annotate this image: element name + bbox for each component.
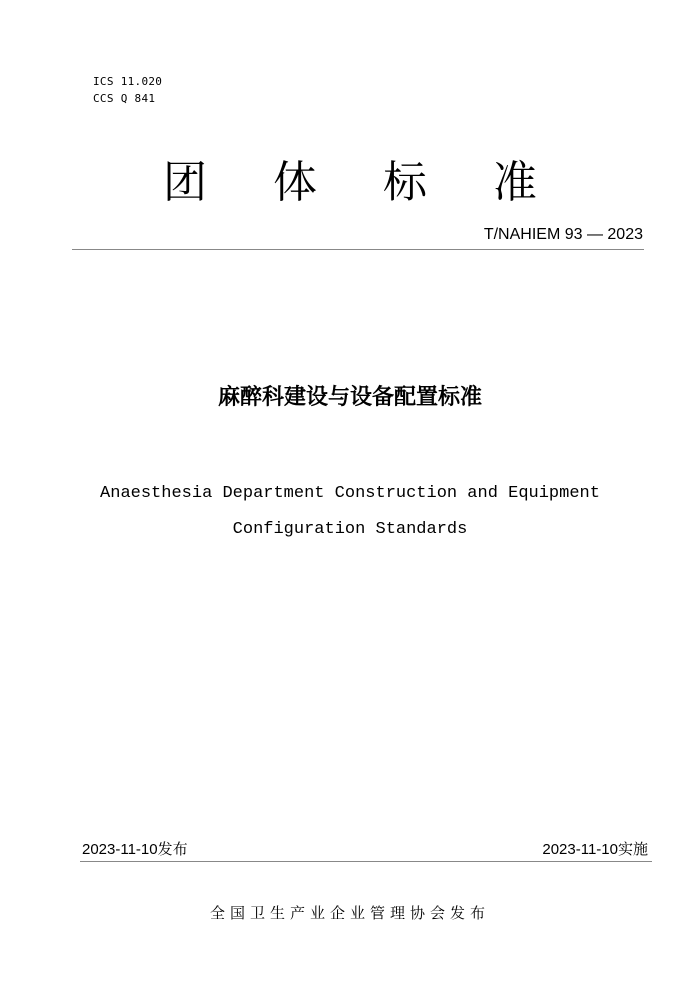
issue-date: 2023-11-10发布 [82,841,188,858]
classification-codes [93,73,162,107]
title-english-line1: Anaesthesia Department Construction and Equipment [100,484,600,503]
title-chinese: 麻醉科建设与设备配置标准 [217,385,482,410]
bottom-divider [80,861,652,862]
ics-code: ICS 11.020 [93,75,163,88]
title-english [0,476,700,548]
top-divider [72,249,644,250]
ccs-code: CCS Q 841 [93,92,156,105]
doc-type-char: 体 [273,157,317,208]
document-type-heading [0,146,700,210]
standard-number: T/NAHIEM 93 — 2023 [483,226,643,243]
doc-type-char: 团 [163,157,207,208]
publisher: 全国卫生产业企业管理协会发布 [209,904,490,922]
doc-type-char: 准 [493,157,537,208]
title-english-line2: Configuration Standards [232,520,468,539]
doc-type-char: 标 [383,157,427,208]
implementation-date: 2023-11-10实施 [542,841,648,858]
